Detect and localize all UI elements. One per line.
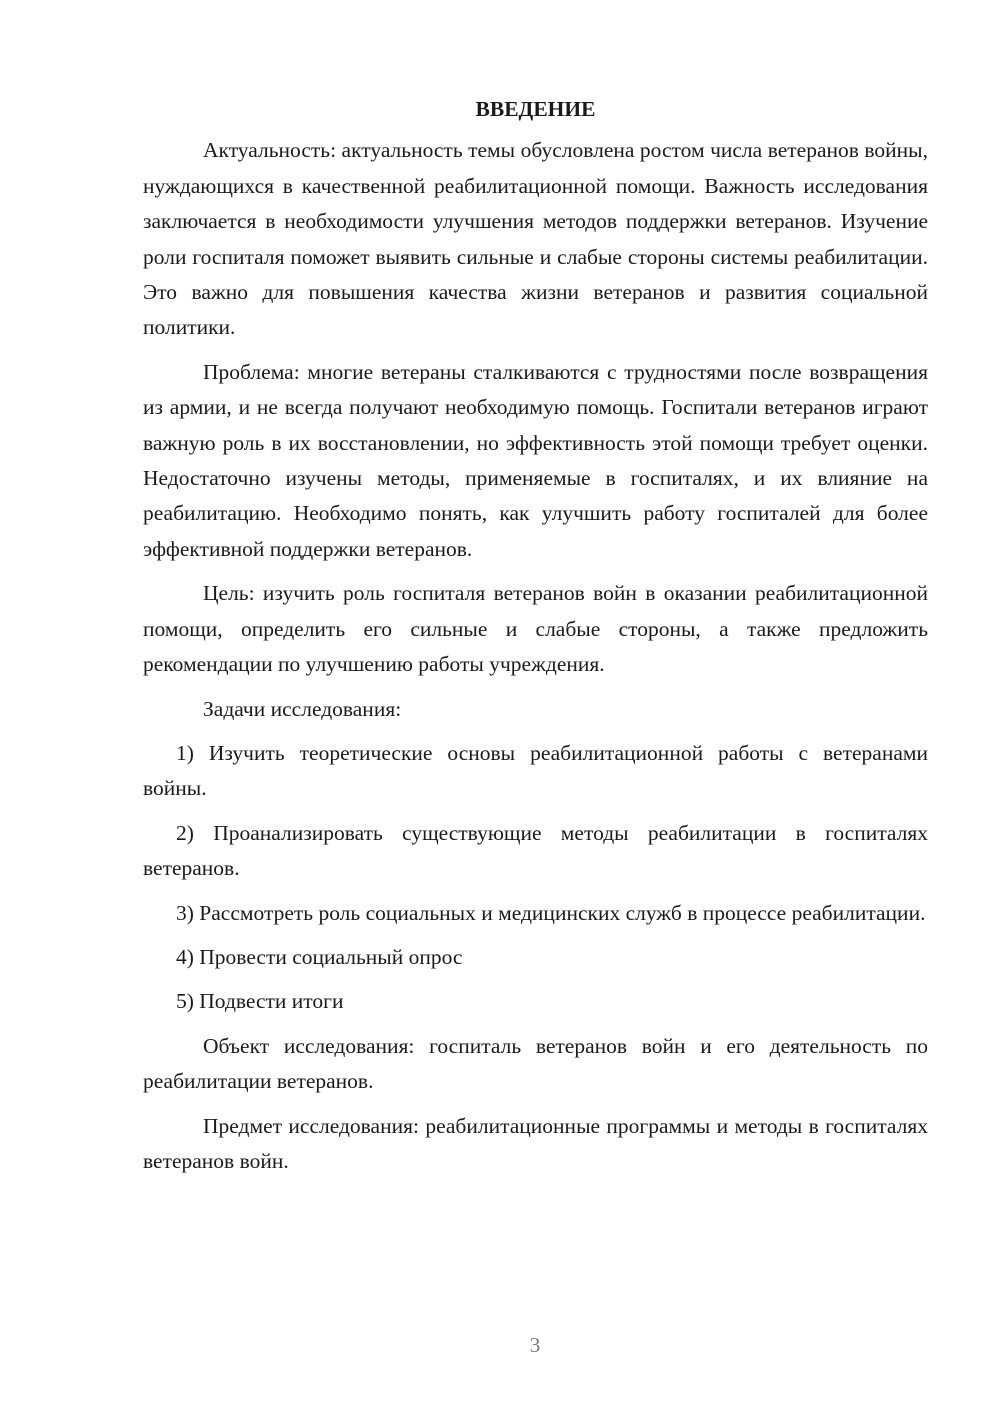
task-item-1: 1) Изучить теоретические основы реабилитационной работы с ветеранами войны. (143, 740, 928, 801)
task-item-4: 4) Провести социальный опрос (176, 944, 463, 969)
object-paragraph: Объект исследования: госпиталь ветеранов войн и его деятельность по реабилитации ветеранов. (143, 1033, 928, 1094)
task-item-3: 3) Рассмотреть роль социальных и медицинских служб в процессе реабилитации. (176, 900, 926, 925)
task-item-5: 5) Подвести итоги (176, 989, 344, 1014)
subject-paragraph: Предмет исследования: реабилитационные программы и методы в госпиталях ветеранов войн. (143, 1113, 928, 1173)
page-content (143, 92, 928, 1188)
problem-paragraph: Проблема: многие ветераны сталкиваются с трудностями после возвращения из армии, и не всегда получают необходимую помощь. Госпитали ветеранов играют важную роль в их восстановлении, но эффективность этой помощи требует оценки. Недостаточно изучены методы, применяемые в госпиталях, и их влияние на реабилитацию. Необходимо понять, как улучшить работу госпиталей для более эффективной поддержки ветеранов. (143, 359, 928, 561)
relevance-paragraph: Актуальность: актуальность темы обусловлена ростом числа ветеранов войны, нуждающихся в качественной реабилитационной помощи. Важность исследования заключается в необходимости улучшения методов поддержки ветеранов. Изучение роли госпиталя поможет выявить сильные и слабые стороны системы реабилитации. Это важно для повышения качества жизни ветеранов и развития социальной политики. (143, 138, 928, 340)
page-title: ВВЕДЕНИЕ (475, 97, 596, 121)
goal-paragraph: Цель: изучить роль госпиталя ветеранов войн в оказании реабилитационной помощи, определить его сильные и слабые стороны, а также предложить рекомендации по улучшению работы учреждения. (143, 581, 928, 677)
task-item-2: 2) Проанализировать существующие методы реабилитации в госпиталях ветеранов. (143, 820, 928, 881)
tasks-heading: Задачи исследования: (203, 696, 402, 721)
page-number: 3 (529, 1333, 541, 1357)
